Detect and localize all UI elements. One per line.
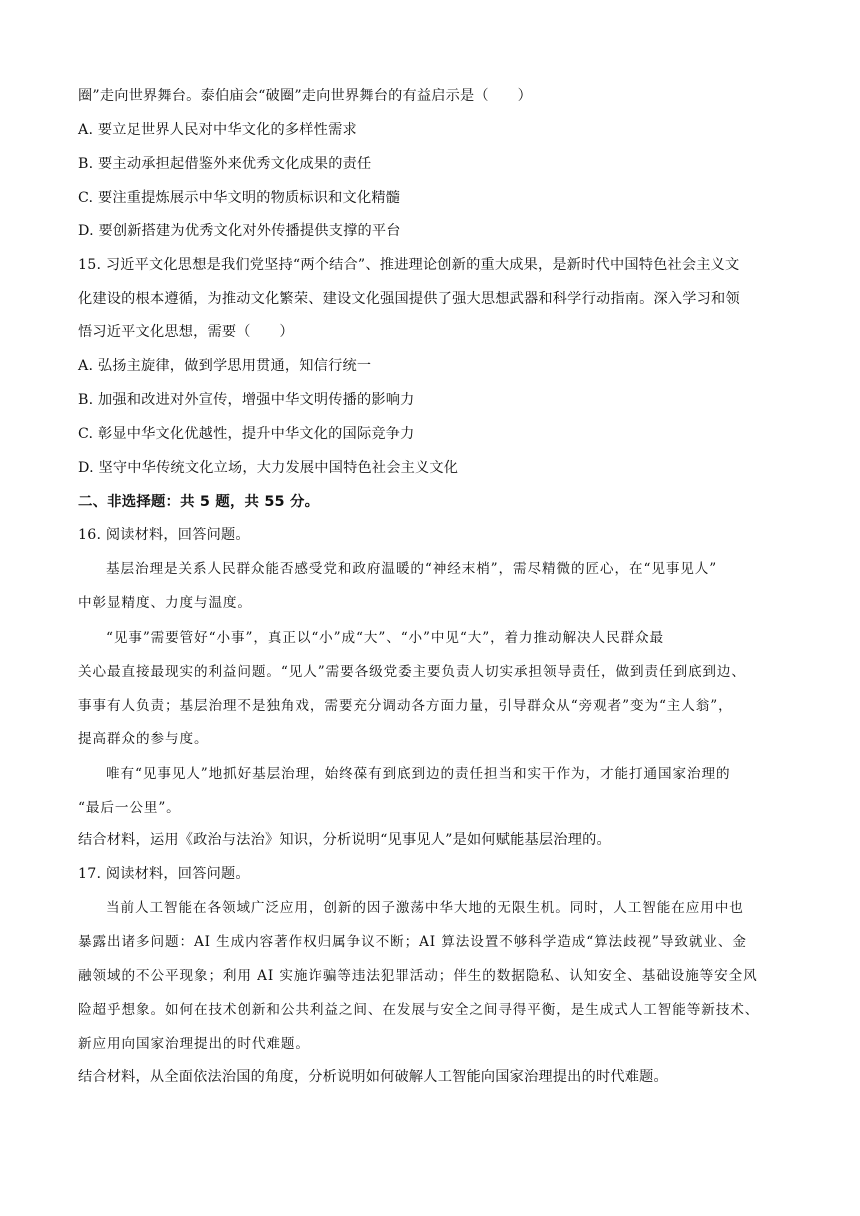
q17-material-line-2: 暴露出诸多问题：AI 生成内容著作权归属争议不断；AI 算法设置不够科学造成“算法歧视”导致就业、金 [78, 934, 747, 950]
q14-option-d: D. 要创新搭建为优秀文化对外传播提供支撑的平台 [78, 223, 401, 239]
q16-material-line-8: “最后一公里”。 [78, 800, 181, 816]
q15-stem-line-1: 15. 习近平文化思想是我们党坚持“两个结合”、推进理论创新的重大成果，是新时代中国特色社会主义文 [78, 257, 740, 273]
q14-option-a: A. 要立足世界人民对中华文化的多样性需求 [78, 122, 357, 138]
q15-option-d: D. 坚守中华传统文化立场，大力发展中国特色社会主义文化 [78, 460, 459, 476]
q16-material-line-6: 提高群众的参与度。 [78, 731, 209, 747]
q17-material-line-1: 当前人工智能在各领域广泛应用，创新的因子激荡中华大地的无限生机。同时，人工智能在应用中也 [106, 900, 744, 916]
q15-option-a: A. 弘扬主旋律，做到学思用贯通，知信行统一 [78, 358, 372, 374]
q15-option-c: C. 彰显中华文化优越性，提升中华文化的国际竞争力 [78, 426, 415, 442]
q16-material-line-2: 中彰显精度、力度与温度。 [78, 595, 252, 611]
q14-stem-end: 圈”走向世界舞台。泰伯庙会“破圈”走向世界舞台的有益启示是（ ） [78, 88, 532, 104]
q17-material-line-3: 融领域的不公平现象；利用 AI 实施诈骗等违法犯罪活动；伴生的数据隐私、认知安全、基础设施等安全风 [78, 968, 758, 984]
q16-intro: 16. 阅读材料，回答问题。 [78, 527, 250, 543]
section-heading: 二、非选择题：共 5 题，共 55 分。 [78, 494, 320, 510]
q14-option-c: C. 要注重提炼展示中华文明的物质标识和文化精髓 [78, 190, 401, 206]
q14-option-b: B. 要主动承担起借鉴外来优秀文化成果的责任 [78, 156, 372, 172]
q17-question: 结合材料，从全面依法治国的角度，分析说明如何破解人工智能向国家治理提出的时代难题。 [78, 1069, 668, 1085]
q16-question: 结合材料，运用《政治与法治》知识，分析说明“见事见人”是如何赋能基层治理的。 [78, 832, 611, 848]
q16-material-line-5: 事事有人负责；基层治理不是独角戏，需要充分调动各方面力量，引导群众从“旁观者”变为“主人翁”， [78, 698, 733, 714]
q15-stem-line-3: 悟习近平文化思想，需要（ ） [78, 324, 294, 340]
q17-material-line-5: 新应用向国家治理提出的时代难题。 [78, 1036, 310, 1052]
q17-material-line-4: 险超乎想象。如何在技术创新和公共利益之间、在发展与安全之间寻得平衡，是生成式人工智能等新技术、 [78, 1002, 760, 1018]
q17-intro: 17. 阅读材料，回答问题。 [78, 866, 250, 882]
q16-material-line-3: “见事”需要管好“小事”，真正以“小”成“大”、“小”中见“大”，着力推动解决人民群众最 [106, 630, 664, 646]
q15-stem-line-2: 化建设的根本遵循，为推动文化繁荣、建设文化强国提供了强大思想武器和科学行动指南。深入学习和领 [78, 291, 740, 307]
q16-material-line-1: 基层治理是关系人民群众能否感受党和政府温暖的“神经末梢”，需尽精微的匠心，在“见事见人” [106, 561, 718, 577]
q16-material-line-7: 唯有“见事见人”地抓好基层治理，始终葆有到底到边的责任担当和实干作为，才能打通国家治理的 [106, 766, 731, 782]
q16-material-line-4: 关心最直接最现实的利益问题。“见人”需要各级党委主要负责人切实承担领导责任，做到责任到底到边、 [78, 664, 746, 680]
q15-option-b: B. 加强和改进对外宣传，增强中华文明传播的影响力 [78, 392, 415, 408]
